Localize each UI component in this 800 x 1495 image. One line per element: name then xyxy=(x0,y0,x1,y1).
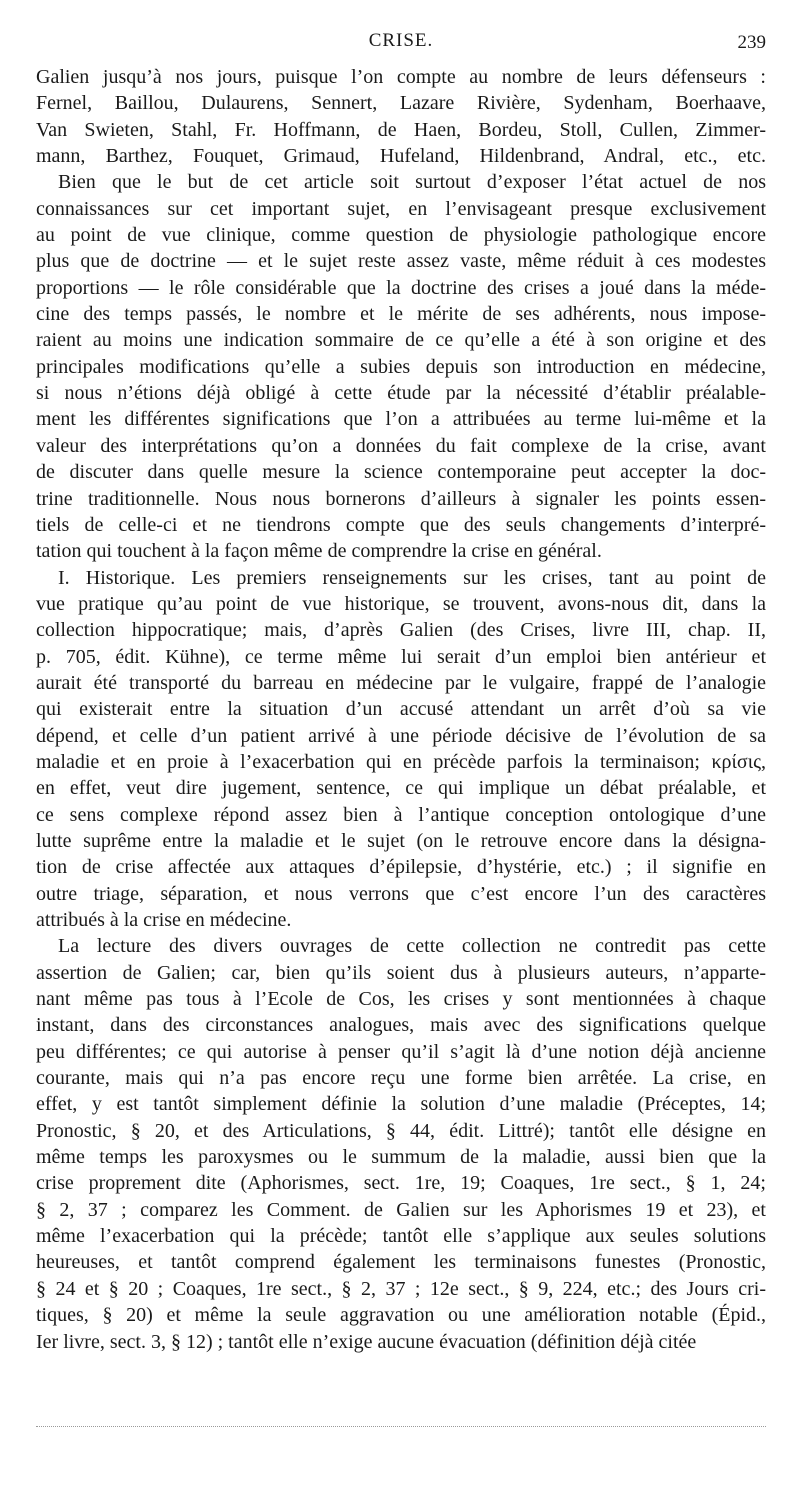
text-line: attribués à la crise en médecine. xyxy=(36,909,292,931)
text-line: qui existerait entre la situation d’un accusé attendant un arrêt d’où sa vie xyxy=(36,698,766,721)
text-line: en effet, veut dire jugement, sentence, ce qui implique un débat préalable, et xyxy=(36,777,766,800)
text-line: Fernel, Baillou, Dulaurens, Sennert, Lazare Rivière, Sydenham, Boerhaave, xyxy=(36,92,766,115)
text-line: outre triage, séparation, et nous verrons que c’est encore l’un des caractères xyxy=(36,882,766,905)
text-line: connaissances sur cet important sujet, en l’envisageant presque exclusivement xyxy=(36,197,766,220)
text-line: au point de vue clinique, comme question de physiologie pathologique encore xyxy=(36,224,766,247)
text-line: tion de crise affectée aux attaques d’épilepsie, d’hystérie, etc.) ; il signifie en xyxy=(36,856,766,879)
footer-dotted-rule xyxy=(36,1426,766,1427)
text-line: collection hippocratique; mais, d’après Galien (des Crises, livre III, chap. II, xyxy=(36,619,766,642)
text-line: Van Swieten, Stahl, Fr. Hoffmann, de Haen, Bordeu, Stoll, Cullen, Zimmer- xyxy=(36,118,766,141)
text-line: ce sens complexe répond assez bien à l’antique conception ontologique d’une xyxy=(36,803,766,826)
text-line: vue pratique qu’au point de vue historique, se trouvent, avons-nous dit, dans la xyxy=(36,592,766,615)
text-line: trine traditionnelle. Nous nous bornerons d’ailleurs à signaler les points essen- xyxy=(36,487,766,510)
text-line: proportions — le rôle considérable que la doctrine des crises a joué dans la méde- xyxy=(36,276,766,299)
text-line: La lecture des divers ouvrages de cette collection ne contredit pas cette xyxy=(58,935,766,958)
text-line: courante, mais qui n’a pas encore reçu une forme bien arrêtée. La crise, en xyxy=(36,1067,766,1090)
text-line: crise proprement dite (Aphorismes, sect. 1re, 19; Coaques, 1re sect., § 1, 24; xyxy=(36,1172,766,1195)
text-line: nant même pas tous à l’Ecole de Cos, les crises y sont mentionnées à chaque xyxy=(36,988,766,1011)
text-line: dépend, et celle d’un patient arrivé à une période décisive de l’évolution de sa xyxy=(36,724,766,747)
text-line: plus que de doctrine — et le sujet reste assez vaste, même réduit à ces modestes xyxy=(36,250,766,273)
text-line: même l’exacerbation qui la précède; tantôt elle s’applique aux seules solutions xyxy=(36,1225,766,1248)
text-line: ment les différentes significations que l’on a attribuées au terme lui-même et la xyxy=(36,408,766,431)
text-line: § 2, 37 ; comparez les Comment. de Galien sur les Aphorismes 19 et 23), et xyxy=(36,1198,766,1221)
text-line: raient au moins une indication sommaire de ce qu’elle a été à son origine et des xyxy=(36,329,766,352)
text-line: tiques, § 20) et même la seule aggravation ou une amélioration notable (Épid., xyxy=(36,1304,766,1327)
text-line: Galien jusqu’à nos jours, puisque l’on compte au nombre de leurs défenseurs : xyxy=(36,66,766,88)
text-line: principales modifications qu’elle a subies depuis son introduction en médecine, xyxy=(36,355,766,378)
text-line: aurait été transporté du barreau en médecine par le vulgaire, frappé de l’analogie xyxy=(36,671,766,694)
text-line: p. 705, édit. Kühne), ce terme même lui serait d’un emploi bien antérieur et xyxy=(36,645,766,668)
text-line: de discuter dans quelle mesure la science contemporaine peut accepter la doc- xyxy=(36,461,766,484)
text-line: lutte suprême entre la maladie et le sujet (on le retrouve encore dans la désigna- xyxy=(36,829,766,852)
text-line: I. Historique. Les premiers renseignements sur les crises, tant au point de xyxy=(58,566,766,589)
text-line: cine des temps passés, le nombre et le mérite de ses adhérents, nous impose- xyxy=(36,303,766,326)
text-line: mann, Barthez, Fouquet, Grimaud, Hufeland, Hildenbrand, Andral, etc., etc. xyxy=(36,145,766,168)
text-line: peu différentes; ce qui autorise à penser qu’il s’agit là d’une notion déjà ancienne xyxy=(36,1040,766,1063)
text-line: tiels de celle-ci et ne tiendrons compte que des seuls changements d’interpré- xyxy=(36,513,766,536)
text-line: maladie et en proie à l’exacerbation qui en précède parfois la terminaison; κρίσις, xyxy=(36,750,766,773)
text-line: Bien que le but de cet article soit surtout d’exposer l’état actuel de nos xyxy=(58,171,766,194)
body-text xyxy=(36,64,766,1355)
text-line: si nous n’étions déjà obligé à cette étude par la nécessité d’établir préalable- xyxy=(36,382,766,405)
text-line: même temps les paroxysmes ou le summum de la maladie, aussi bien que la xyxy=(36,1146,766,1169)
text-line: tation qui touchent à la façon même de comprendre la crise en général. xyxy=(36,540,602,563)
text-line: effet, y est tantôt simplement définie la solution d’une maladie (Préceptes, 14; xyxy=(36,1093,766,1116)
text-line: Pronostic, § 20, et des Articulations, § 44, édit. Littré); tantôt elle désigne en xyxy=(36,1119,766,1142)
page-title: CRISE. xyxy=(368,30,434,51)
text-line: valeur des interprétations qu’on a données du fait complexe de la crise, avant xyxy=(36,434,766,457)
text-line: § 24 et § 20 ; Coaques, 1re sect., § 2, 37 ; 12e sect., § 9, 224, etc.; des Jours cri- xyxy=(36,1277,766,1300)
text-line: assertion de Galien; car, bien qu’ils soient dus à plusieurs auteurs, n’apparte- xyxy=(36,961,766,984)
text-line: instant, dans des circonstances analogues, mais avec des significations quelque xyxy=(36,1014,766,1037)
running-head xyxy=(36,30,766,56)
text-line: Ier livre, sect. 3, § 12) ; tantôt elle n’exige aucune évacuation (définition déjà citée xyxy=(36,1330,697,1353)
page-number: 239 xyxy=(737,32,766,53)
text-line: heureuses, et tantôt comprend également les terminaisons funestes (Pronostic, xyxy=(36,1251,766,1274)
